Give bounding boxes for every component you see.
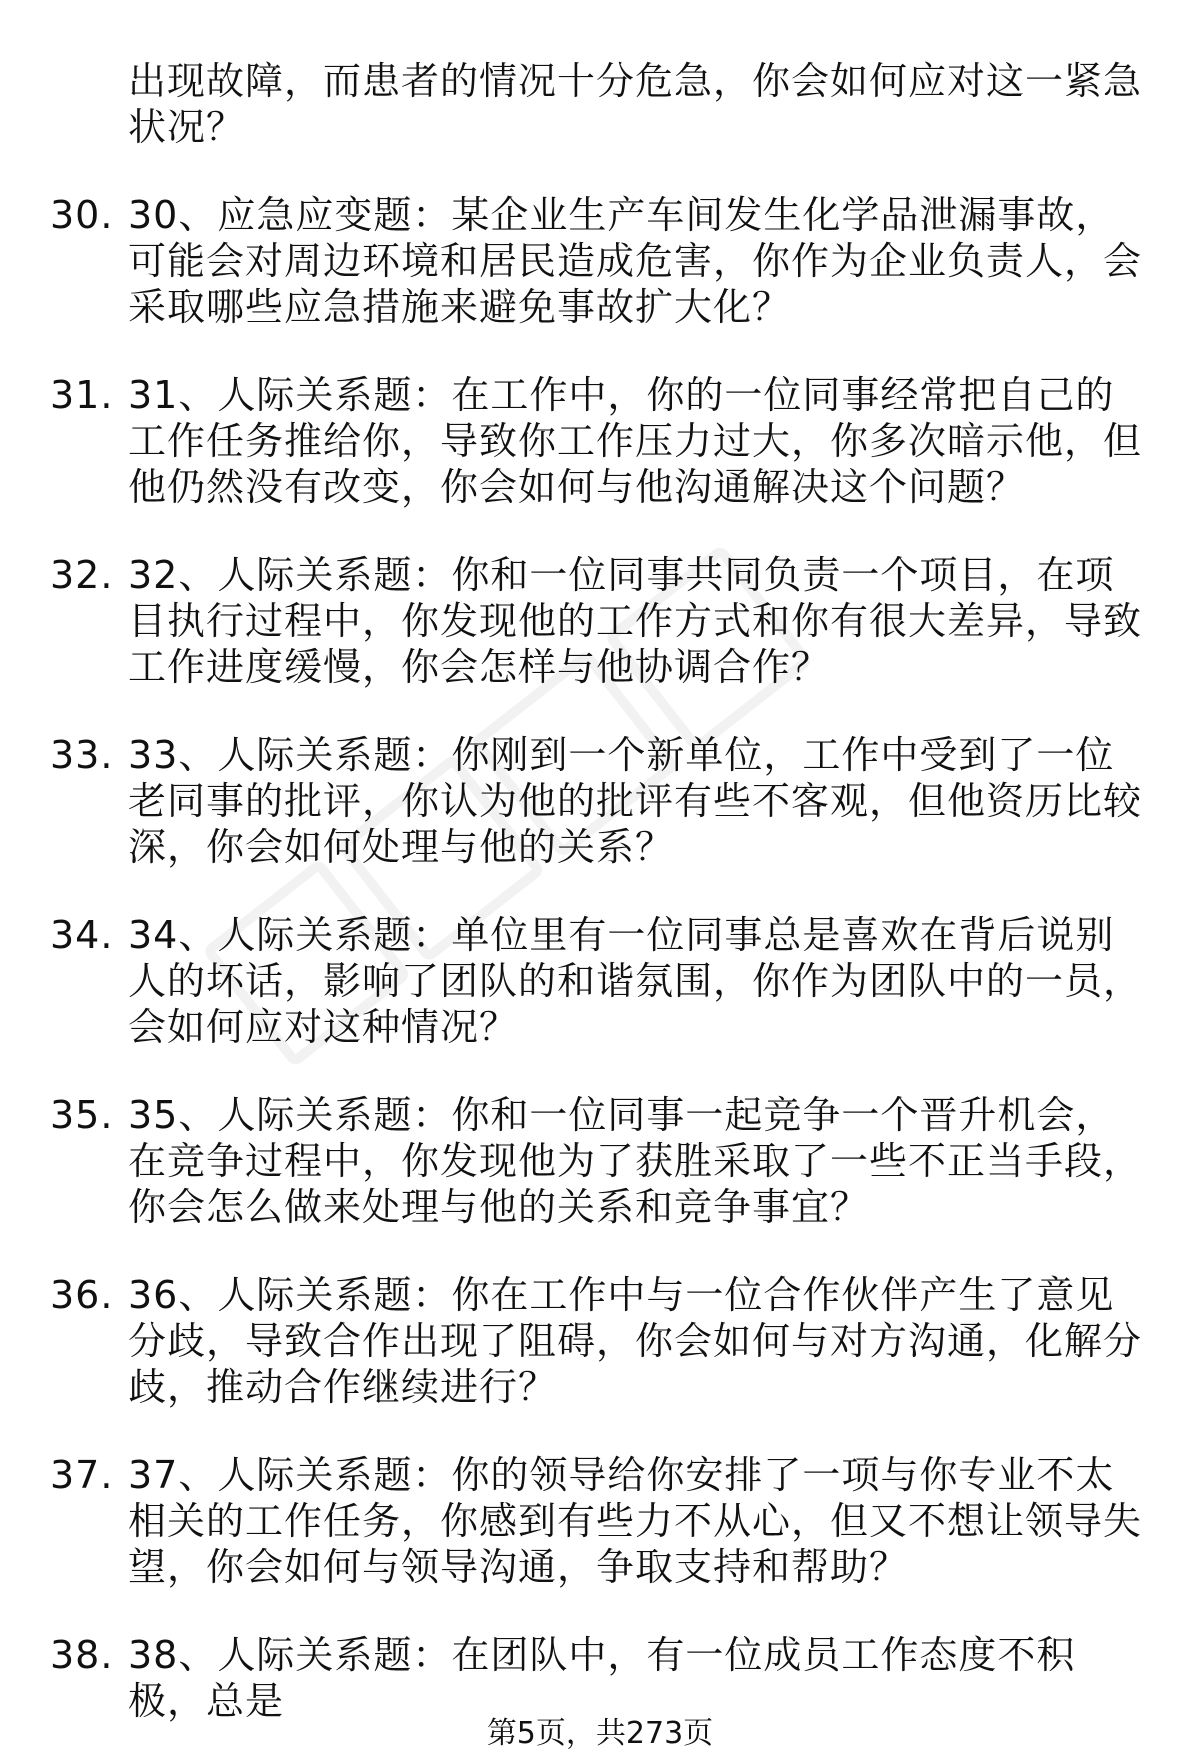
item-number: 36. xyxy=(50,1273,114,1317)
item-number: 31. xyxy=(50,373,114,417)
list-item xyxy=(50,912,1150,1050)
item-number: 33. xyxy=(50,733,114,777)
item-text: 37、人际关系题：你的领导给你安排了一项与你专业不太相关的工作任务，你感到有些力不从心，但又不想让领导失望，你会如何与领导沟通，争取支持和帮助？ xyxy=(128,1453,1143,1589)
item-text: 32、人际关系题：你和一位同事共同负责一个项目，在项目执行过程中，你发现他的工作方式和你有很大差异，导致工作进度缓慢，你会怎样与他协调合作？ xyxy=(128,553,1143,689)
item-text: 36、人际关系题：你在工作中与一位合作伙伴产生了意见分歧，导致合作出现了阻碍，你会如何与对方沟通，化解分歧，推动合作继续进行？ xyxy=(128,1273,1143,1409)
list-item xyxy=(50,1092,1150,1230)
item-number: 37. xyxy=(50,1453,114,1497)
item-number: 34. xyxy=(50,913,114,957)
list-item xyxy=(50,732,1150,870)
item-text: 38、人际关系题：在团队中，有一位成员工作态度不积极，总是 xyxy=(128,1633,1076,1723)
item-number: 30. xyxy=(50,193,114,237)
continuation-text: 出现故障，而患者的情况十分危急，你会如何应对这一紧急状况？ xyxy=(128,59,1143,149)
list-item xyxy=(50,552,1150,690)
item-text: 33、人际关系题：你刚到一个新单位，工作中受到了一位老同事的批评，你认为他的批评有些不客观，但他资历比较深，你会如何处理与他的关系？ xyxy=(128,733,1143,869)
list-item xyxy=(50,1272,1150,1410)
item-text: 31、人际关系题：在工作中，你的一位同事经常把自己的工作任务推给你，导致你工作压力过大，你多次暗示他，但他仍然没有改变，你会如何与他沟通解决这个问题？ xyxy=(128,373,1143,509)
item-text: 34、人际关系题：单位里有一位同事总是喜欢在背后说别人的坏话，影响了团队的和谐氛围，你作为团队中的一员，会如何应对这种情况？ xyxy=(128,913,1143,1049)
item-number: 38. xyxy=(50,1633,114,1677)
item-number: 32. xyxy=(50,553,114,597)
list-item xyxy=(50,372,1150,510)
item-text: 30、应急应变题：某企业生产车间发生化学品泄漏事故，可能会对周边环境和居民造成危害，你作为企业负责人，会采取哪些应急措施来避免事故扩大化？ xyxy=(128,193,1143,329)
list-item xyxy=(50,192,1150,330)
list-item xyxy=(50,1452,1150,1590)
item-text: 35、人际关系题：你和一位同事一起竞争一个晋升机会，在竞争过程中，你发现他为了获胜采取了一些不正当手段，你会怎么做来处理与他的关系和竞争事宜？ xyxy=(128,1093,1143,1229)
question-list xyxy=(50,58,1150,1724)
page-number: 第5页，共273页 xyxy=(486,1716,714,1751)
item-number: 35. xyxy=(50,1093,114,1137)
